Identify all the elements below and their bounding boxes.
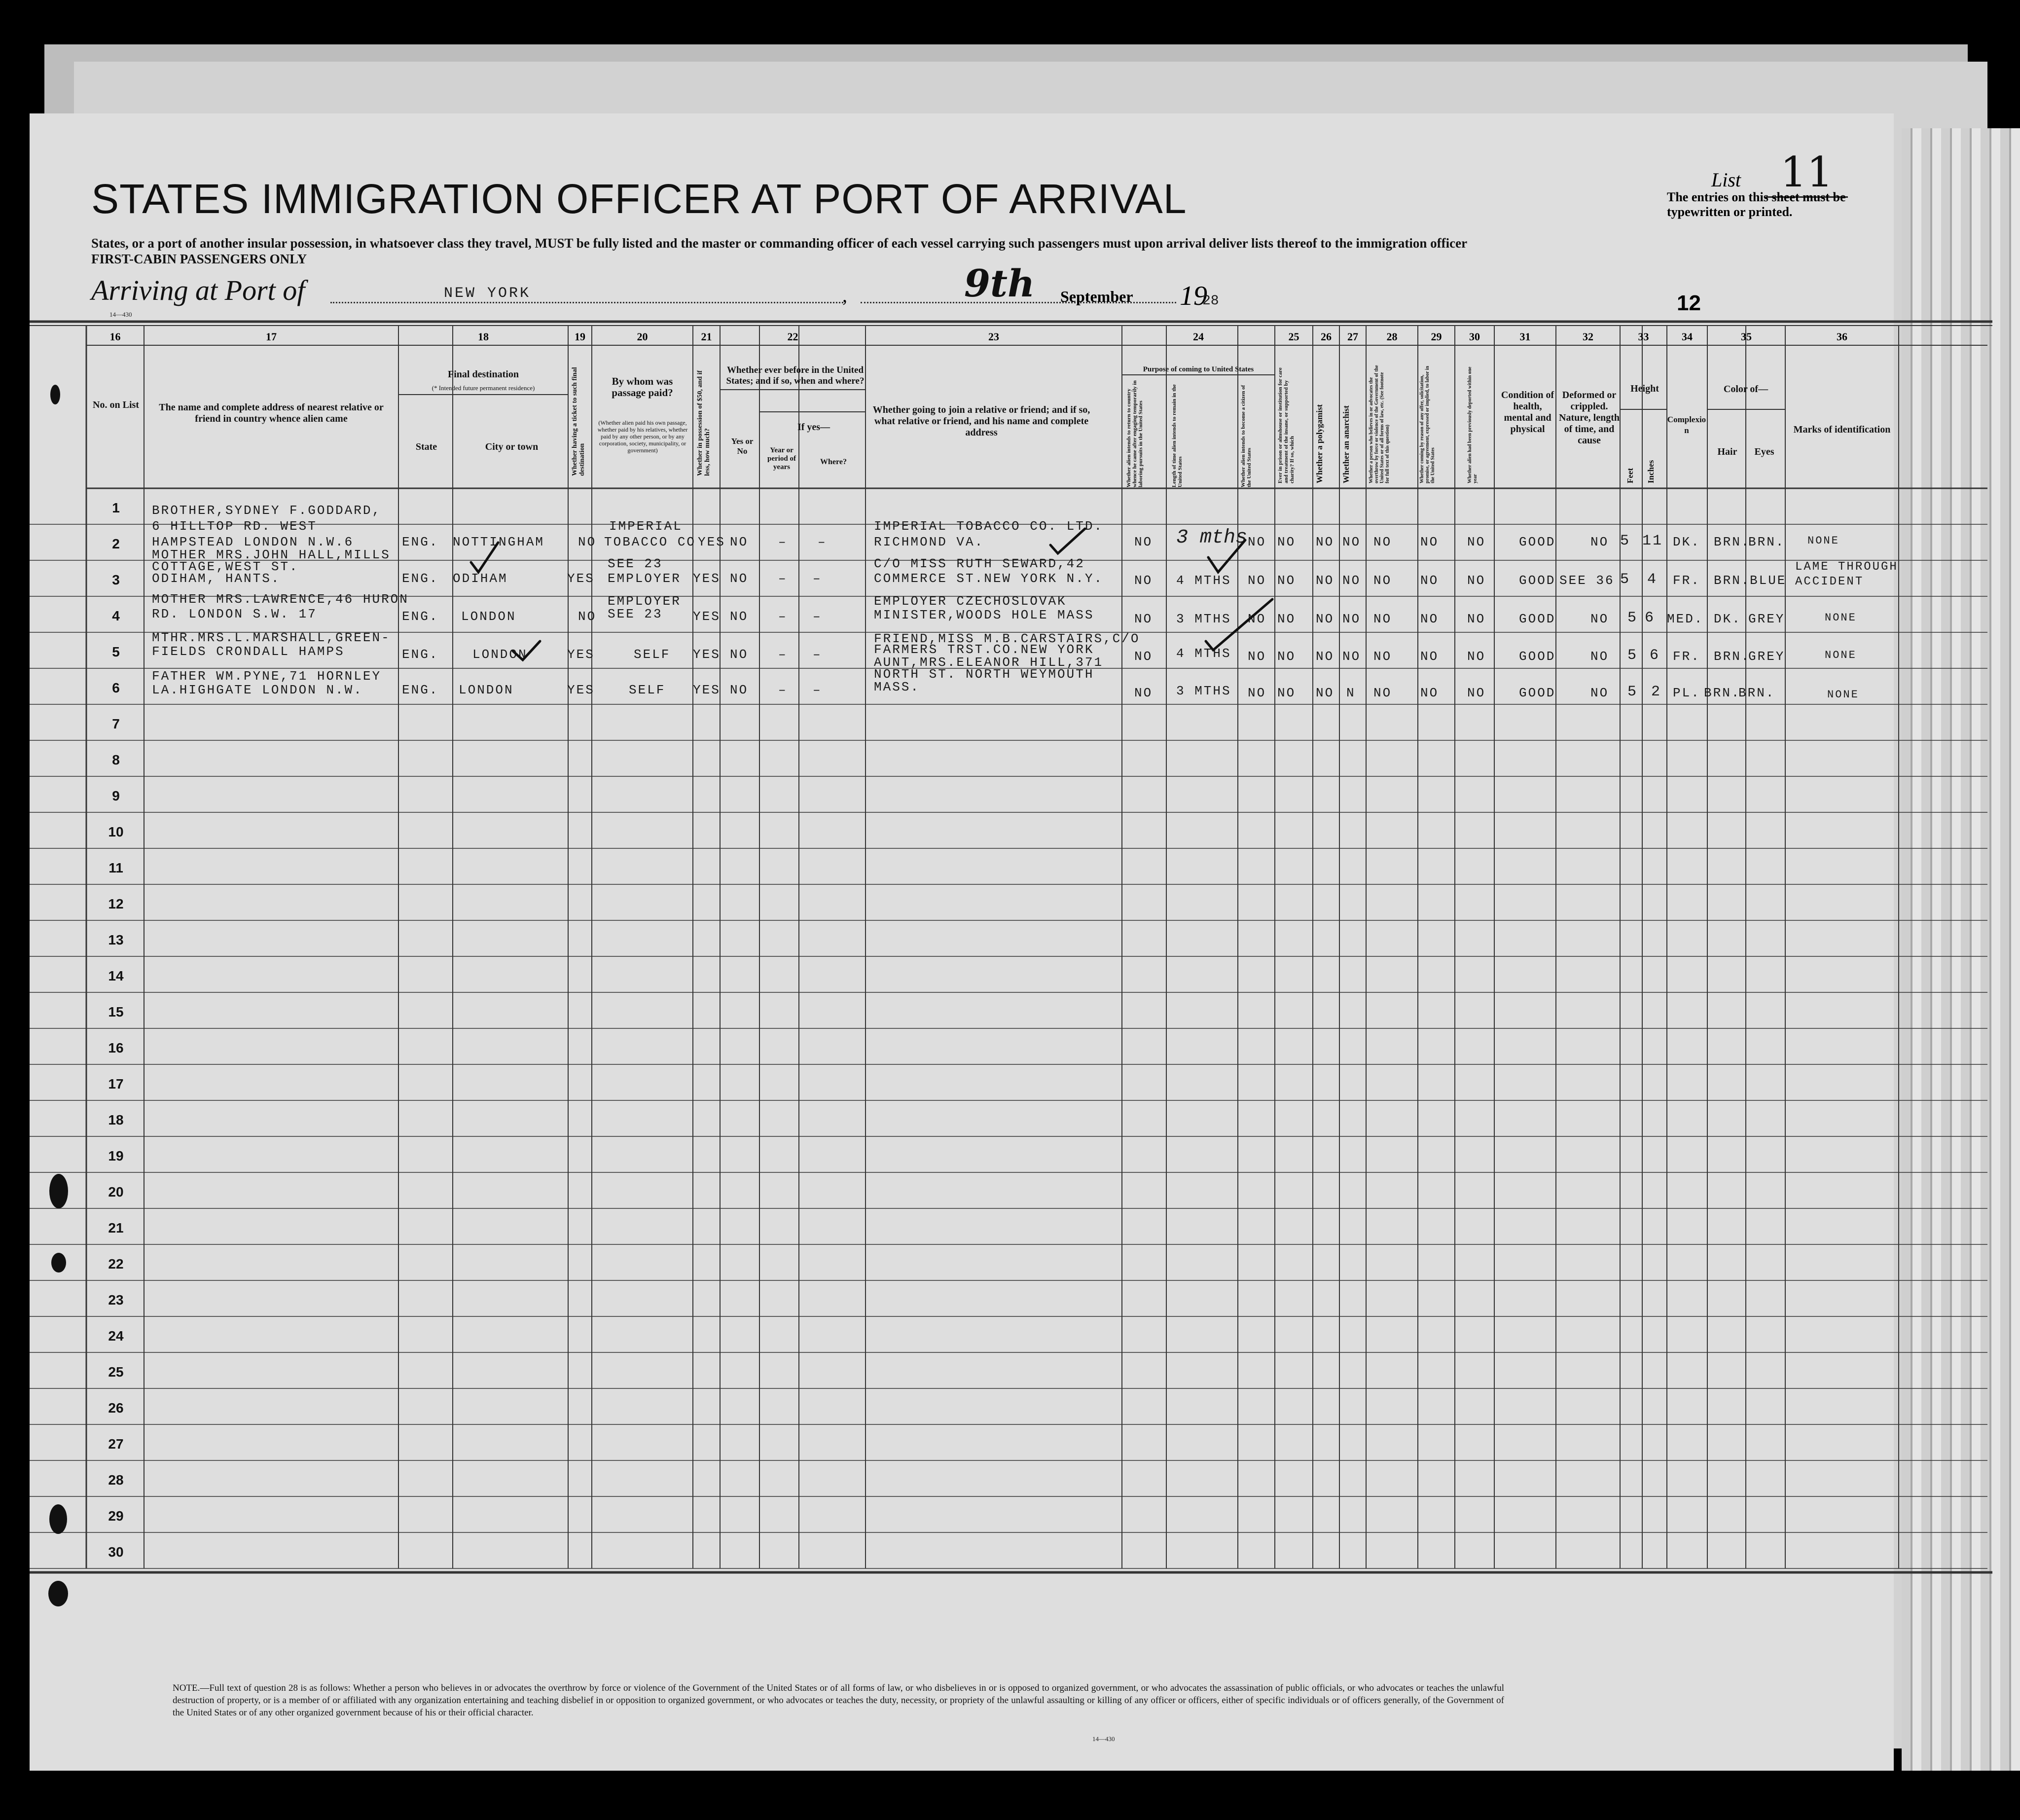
check-mark-icon xyxy=(471,543,498,572)
prison: NO xyxy=(1277,649,1296,664)
anarchist: N xyxy=(1346,686,1356,700)
health: GOOD xyxy=(1519,573,1556,588)
column-number: 34 xyxy=(1682,330,1693,343)
row-number: 6 xyxy=(112,680,120,695)
anarchist: NO xyxy=(1342,535,1361,549)
deported: NO xyxy=(1467,612,1486,626)
header-hair: Hair xyxy=(1717,446,1737,457)
complexion: FR. xyxy=(1673,649,1700,664)
city: LONDON xyxy=(461,609,516,624)
row-number: 26 xyxy=(108,1400,124,1416)
passage-paid-1: SELF xyxy=(634,647,671,662)
header-state: State xyxy=(415,441,437,452)
polygamist: NO xyxy=(1316,535,1335,549)
column-number: 31 xyxy=(1519,330,1531,343)
where: – xyxy=(818,535,827,549)
relative-line-2: 6 HILLTOP RD. WEST xyxy=(152,519,317,534)
state: ENG. xyxy=(402,535,439,549)
join-line-1: EMPLOYER CZECHOSLOVAK xyxy=(874,594,1067,609)
sheet-number: 12 xyxy=(1677,291,1701,315)
marks: NONE xyxy=(1827,689,1859,701)
header-purpose-citizen: Whether alien intends to become a citizen of the United States xyxy=(1240,385,1252,487)
hair: BRN. xyxy=(1714,649,1751,664)
header-purpose-length: Length of time alien intends to remain in the United States xyxy=(1171,384,1183,487)
header-no-on-list: No. on List xyxy=(93,400,139,410)
column-number: 29 xyxy=(1431,330,1442,343)
column-number: 17 xyxy=(266,330,277,343)
row-number: 22 xyxy=(108,1256,124,1272)
years: – xyxy=(778,647,788,662)
header-overthrow: Whether a person who believes in or advocates the overthrow by force or violence of the Government of the United States or of all forms of law, etc. (See footnote for full text of this question) xyxy=(1369,365,1390,483)
row-number: 20 xyxy=(108,1184,124,1200)
ticket: NO xyxy=(578,535,597,549)
header-purpose-return: Whether alien intends to return to country whence he came after engaging temporarily in laboring pursuits in the United States xyxy=(1126,380,1144,487)
row-number: 13 xyxy=(108,932,124,947)
labor: NO xyxy=(1420,573,1439,588)
header-join-relative: Whether going to join a relative or friend; and if so, what relative or friend, and his name and complete address xyxy=(872,404,1090,438)
list-instruction: The entries on this sheet must be typewritten or printed. xyxy=(1667,190,1846,219)
before-us: NO xyxy=(730,683,749,697)
complexion: MED. xyxy=(1667,612,1704,626)
deported: NO xyxy=(1467,535,1486,549)
health: GOOD xyxy=(1519,535,1556,549)
citizen: NO xyxy=(1248,649,1266,664)
deformed: SEE 36 xyxy=(1559,573,1615,588)
header-health: Condition of health, mental and physical xyxy=(1501,390,1554,435)
eyes: BRN. xyxy=(1738,686,1775,700)
return: NO xyxy=(1134,686,1153,700)
join-line-2: RICHMOND VA. xyxy=(874,535,984,549)
row-number: 25 xyxy=(108,1364,124,1380)
column-number: 18 xyxy=(478,330,489,343)
header-passage-note: (Whether alien paid his own passage, whether paid by his relatives, whether paid by any other person, or by any corporation, society, municipality, or government) xyxy=(597,419,688,454)
polygamist: NO xyxy=(1316,573,1335,588)
punch-hole xyxy=(50,385,60,404)
years: – xyxy=(778,571,788,586)
relative-line-2: COTTAGE,WEST ST. xyxy=(152,559,299,574)
marks: NONE xyxy=(1825,612,1857,624)
citizen: NO xyxy=(1248,686,1266,700)
overthrow: NO xyxy=(1373,649,1392,664)
header-polygamist: Whether a polygamist xyxy=(1315,404,1324,483)
check-mark-icon xyxy=(1208,540,1245,572)
ticket: NO xyxy=(578,609,597,624)
column-number: 19 xyxy=(575,330,585,343)
join-line-1: IMPERIAL TOBACCO CO. LTD. xyxy=(874,519,1104,534)
header-deported: Whether alien had been previously deported within one year xyxy=(1467,366,1478,483)
column-number: 25 xyxy=(1288,330,1299,343)
prison: NO xyxy=(1277,535,1296,549)
return: NO xyxy=(1134,573,1153,588)
row-number: 15 xyxy=(108,1004,124,1019)
form-number-top: 14—430 xyxy=(109,311,132,318)
header-height: Height xyxy=(1630,383,1659,394)
before-us: NO xyxy=(730,535,749,549)
footnote: NOTE.—Full text of question 28 is as follows: Whether a person who believes in or advocates the overthrow by force or violence of the Government of the United States or of all forms of law, or who disbelieves in or is opposed to organized government, or who advocates the assassination of public officials, or who advocates or teaches the unlawful destruction of property, or is a member of or affiliated with any organization entertaining and teaching disbelief in or opposition to organized government, or who advocates or teaches the duty, necessity, or propriety of the unlawful assaulting or killing of any officer or officers, either of specific individuals or of officers generally, of the Government of the United States or of any other organized government because of his or their official character. xyxy=(173,1683,1504,1718)
health: GOOD xyxy=(1519,649,1556,664)
length-of-stay: 3 MTHS xyxy=(1176,612,1231,626)
passenger-class: FIRST-CABIN PASSENGERS ONLY xyxy=(91,252,307,266)
where: – xyxy=(813,647,822,662)
page-subtitle: States, or a port of another insular possession, in whatsoever class they travel, MUST be fully listed and the master or commanding officer of each vessel carrying such passengers must upon arrival deliver lists thereof to the immigration officer xyxy=(91,236,1468,251)
join-line-2: FARMERS TRST.CO.NEW YORK xyxy=(874,642,1094,657)
fifty-dollars: YES xyxy=(693,647,721,662)
overthrow: NO xyxy=(1373,686,1392,700)
column-number: 26 xyxy=(1321,330,1332,343)
complexion: DK. xyxy=(1673,535,1700,549)
relative-line-1: FATHER WM.PYNE,71 HORNLEY xyxy=(152,669,382,684)
row-number: 24 xyxy=(108,1328,124,1344)
relative-line-2: FIELDS CRONDALL HAMPS xyxy=(152,644,345,659)
join-line-2: NORTH ST. NORTH WEYMOUTH xyxy=(874,667,1094,682)
city: LONDON xyxy=(459,683,514,697)
ticket: YES xyxy=(567,683,595,697)
port-value: NEW YORK xyxy=(444,285,531,302)
overthrow: NO xyxy=(1373,535,1392,549)
ticket: YES xyxy=(567,571,595,586)
length-of-stay: 4 MTHS xyxy=(1176,646,1231,661)
row-number: 30 xyxy=(108,1544,124,1560)
relative-line-3: HAMPSTEAD LONDON N.W.6 xyxy=(152,535,354,549)
header-anarchist: Whether an anarchist xyxy=(1341,405,1351,483)
city: NOTTINGHAM xyxy=(453,535,545,549)
passage-paid-1: SELF xyxy=(629,683,666,697)
row-number: 29 xyxy=(108,1508,124,1524)
column-number: 21 xyxy=(701,330,712,343)
punch-hole xyxy=(49,1174,68,1208)
punch-hole xyxy=(48,1581,68,1606)
passage-paid-1: IMPERIAL xyxy=(609,519,683,534)
polygamist: NO xyxy=(1316,612,1335,626)
deformed: NO xyxy=(1590,535,1609,549)
city: LONDON xyxy=(472,647,528,662)
join-line-2: MINISTER,WOODS HOLE MASS xyxy=(874,608,1094,622)
column-number: 30 xyxy=(1469,330,1480,343)
deformed: NO xyxy=(1590,649,1609,664)
column-number: 22 xyxy=(787,330,798,343)
deformed: NO xyxy=(1590,686,1609,700)
prison: NO xyxy=(1277,686,1296,700)
years: – xyxy=(778,683,788,697)
state: ENG. xyxy=(402,571,439,586)
check-mark-icon xyxy=(1050,529,1085,553)
citizen: NO xyxy=(1248,535,1266,549)
before-us: NO xyxy=(730,647,749,662)
height-feet: 5 xyxy=(1627,610,1638,626)
height-feet: 5 xyxy=(1620,571,1631,588)
fifty-dollars: YES xyxy=(698,535,725,549)
hair: BRN. xyxy=(1714,573,1751,588)
health: GOOD xyxy=(1519,686,1556,700)
anarchist: NO xyxy=(1342,612,1361,626)
passage-paid-2: EMPLOYER xyxy=(608,571,681,586)
polygamist: NO xyxy=(1316,649,1335,664)
ticket: YES xyxy=(567,647,595,662)
overthrow: NO xyxy=(1373,573,1392,588)
row-number: 10 xyxy=(108,824,124,839)
column-number: 36 xyxy=(1837,330,1847,343)
header-if-yes: If yes— xyxy=(797,422,830,433)
state: ENG. xyxy=(402,683,439,697)
join-line-1: FRIEND,MISS M.B.CARSTAIRS,C/O xyxy=(874,631,1140,646)
height-feet: 5 xyxy=(1620,533,1631,549)
header-ticket: Whether having a ticket to such final destination xyxy=(571,367,586,476)
join-line-2: COMMERCE ST.NEW YORK N.Y. xyxy=(874,571,1104,586)
deported: NO xyxy=(1467,686,1486,700)
hair: DK. xyxy=(1714,612,1741,626)
punch-hole xyxy=(49,1504,67,1534)
date-month: September xyxy=(1060,288,1133,305)
eyes: BRN. xyxy=(1748,535,1785,549)
labor: NO xyxy=(1420,535,1439,549)
where: – xyxy=(813,571,822,586)
height-feet: 5 xyxy=(1627,647,1638,664)
header-eyes: Eyes xyxy=(1754,446,1774,457)
header-city: City or town xyxy=(485,441,539,452)
row-number: 7 xyxy=(112,716,120,731)
header-complexion: Complexion xyxy=(1667,415,1706,435)
labor: NO xyxy=(1420,686,1439,700)
column-number: 20 xyxy=(637,330,648,343)
header-years: Year or period of years xyxy=(767,446,796,471)
relative-line-1: MTHR.MRS.L.MARSHALL,GREEN- xyxy=(152,630,391,645)
year-suffix: 28 xyxy=(1202,293,1219,309)
eyes: BLUE xyxy=(1750,573,1787,588)
header-passage-paid: By whom was passage paid? xyxy=(612,375,673,399)
date-day: 9th xyxy=(964,261,1035,305)
where: – xyxy=(813,609,822,624)
deported: NO xyxy=(1467,573,1486,588)
row-number: 5 xyxy=(112,644,120,659)
before-us: NO xyxy=(730,571,749,586)
comma: , xyxy=(842,284,847,306)
header-prison: Ever in prison or almshouse or institution for care and treatment of the insane, or supported by charity? If so, which xyxy=(1277,367,1295,483)
header-relative: The name and complete address of nearest relative or friend in country whence alien came xyxy=(159,402,384,424)
fifty-dollars: YES xyxy=(693,609,721,624)
hair: BRN. xyxy=(1704,686,1741,700)
city: ODIHAM xyxy=(453,571,508,586)
page-title: STATES IMMIGRATION OFFICER AT PORT OF ARRIVAL xyxy=(91,176,1187,222)
before-us: NO xyxy=(730,609,749,624)
complexion: PL. xyxy=(1673,686,1700,700)
state: ENG. xyxy=(402,609,439,624)
height-feet: 5 xyxy=(1627,684,1638,700)
relative-line-1: MOTHER MRS.JOHN HALL,MILLS xyxy=(152,547,391,562)
list-number: 11 xyxy=(1766,148,1848,198)
header-color: Color of— xyxy=(1723,384,1768,395)
citizen: NO xyxy=(1248,612,1266,626)
labor: NO xyxy=(1420,649,1439,664)
relative-line-2: RD. LONDON S.W. 17 xyxy=(152,607,317,621)
passage-paid-1: EMPLOYER xyxy=(608,594,681,609)
column-number: 24 xyxy=(1193,330,1204,343)
join-line-1: AUNT,MRS.ELEANOR HILL,371 xyxy=(874,655,1104,670)
row-number: 9 xyxy=(112,788,120,803)
column-number: 33 xyxy=(1638,330,1649,343)
height-inches: 11 xyxy=(1642,533,1663,549)
hair: BRN. xyxy=(1714,535,1751,549)
join-line-1: C/O MISS RUTH SEWARD,42 xyxy=(874,556,1085,571)
relative-line-1: MOTHER MRS.LAWRENCE,46 HURON xyxy=(152,592,409,607)
marks: LAME THROUGH ACCIDENT xyxy=(1795,560,1898,588)
length-of-stay: 3 mths xyxy=(1176,527,1248,549)
row-number: 18 xyxy=(108,1112,124,1128)
health: GOOD xyxy=(1519,612,1556,626)
header-fifty-dollars: Whether in possession of $50, and if less, how much? xyxy=(696,370,711,476)
deformed: NO xyxy=(1590,612,1609,626)
check-mark-icon xyxy=(513,641,540,660)
check-mark-icon xyxy=(1206,599,1272,650)
marks: NONE xyxy=(1825,649,1857,661)
row-number: 1 xyxy=(112,500,120,515)
polygamist: NO xyxy=(1316,686,1335,700)
header-where: Where? xyxy=(820,458,847,466)
height-inches: 6 xyxy=(1645,610,1656,626)
length-of-stay: 3 MTHS xyxy=(1176,684,1231,698)
return: NO xyxy=(1134,535,1153,549)
height-inches: 6 xyxy=(1650,647,1660,664)
row-number: 3 xyxy=(112,572,120,587)
join-line-3: MASS. xyxy=(874,680,920,694)
years: – xyxy=(778,609,788,624)
length-of-stay: 4 MTHS xyxy=(1176,573,1231,588)
column-number: 27 xyxy=(1347,330,1358,343)
arriving-label: Arriving at Port of xyxy=(91,274,305,306)
row-number: 4 xyxy=(112,608,120,623)
header-final-destination-note: (* Intended future permanent residence) xyxy=(432,384,535,392)
deported: NO xyxy=(1467,649,1486,664)
header-deformed: Deformed or crippled. Nature, length of time, and cause xyxy=(1559,390,1620,446)
row-number: 17 xyxy=(108,1076,124,1092)
prison: NO xyxy=(1277,612,1296,626)
fifty-dollars: YES xyxy=(693,571,721,586)
row-number: 14 xyxy=(108,968,124,983)
row-number: 19 xyxy=(108,1148,124,1164)
row-number: 21 xyxy=(108,1220,124,1236)
header-labor-offer: Whether coming by reason of any offer, solicitation, promise, or agreement, expressed or implied, to labor in the United States xyxy=(1419,365,1436,483)
year-prefix: 19 xyxy=(1180,281,1207,311)
row-number: 8 xyxy=(112,752,120,767)
eyes: GREY xyxy=(1748,649,1785,664)
header-final-destination: Final destination xyxy=(448,369,519,380)
header-inches: Inches xyxy=(1646,460,1656,483)
row-number: 27 xyxy=(108,1436,124,1452)
height-inches: 2 xyxy=(1651,684,1662,700)
relative-line-3: ODIHAM, HANTS. xyxy=(152,571,281,586)
citizen: NO xyxy=(1248,573,1266,588)
relative-line-1: BROTHER,SYDNEY F.GODDARD, xyxy=(152,503,382,518)
height-inches: 4 xyxy=(1647,571,1658,588)
row-number: 23 xyxy=(108,1292,124,1308)
row-number: 16 xyxy=(108,1040,124,1056)
header-feet: Feet xyxy=(1625,468,1635,483)
marks: NONE xyxy=(1807,535,1840,547)
anarchist: NO xyxy=(1342,649,1361,664)
fifty-dollars: YES xyxy=(693,683,721,697)
punch-hole xyxy=(51,1253,66,1273)
row-number: 12 xyxy=(108,896,124,911)
passage-paid-2: TOBACCO CO xyxy=(604,535,696,549)
header-yes-no: Yes or No xyxy=(731,437,754,456)
overthrow: NO xyxy=(1373,612,1392,626)
return: NO xyxy=(1134,649,1153,664)
row-number: 11 xyxy=(108,860,123,875)
prison: NO xyxy=(1277,573,1296,588)
column-number: 28 xyxy=(1386,330,1398,343)
years: – xyxy=(778,535,788,549)
list-label: List 11 xyxy=(1711,148,1848,196)
column-number: 16 xyxy=(109,330,121,343)
state: ENG. xyxy=(402,647,439,662)
header-marks: Marks of identification xyxy=(1793,424,1891,435)
row-number: 2 xyxy=(112,536,120,551)
header-before-us: Whether ever before in the United States; and if so, when and where? xyxy=(726,365,865,386)
where: – xyxy=(813,683,822,697)
relative-line-2: LA.HIGHGATE LONDON N.W. xyxy=(152,683,363,697)
row-number: 28 xyxy=(108,1472,124,1488)
header-purpose: Purpose of coming to United States xyxy=(1143,365,1254,373)
anarchist: NO xyxy=(1342,573,1361,588)
eyes: GREY xyxy=(1748,612,1785,626)
return: NO xyxy=(1134,612,1153,626)
labor: NO xyxy=(1420,612,1439,626)
complexion: FR. xyxy=(1673,573,1700,588)
column-number: 23 xyxy=(988,330,999,343)
form-number-bottom: 14—430 xyxy=(1092,1735,1115,1743)
passage-paid-1: SEE 23 xyxy=(608,556,663,571)
column-number: 35 xyxy=(1741,330,1752,343)
column-number: 32 xyxy=(1583,330,1593,343)
passage-paid-2: SEE 23 xyxy=(608,607,663,621)
